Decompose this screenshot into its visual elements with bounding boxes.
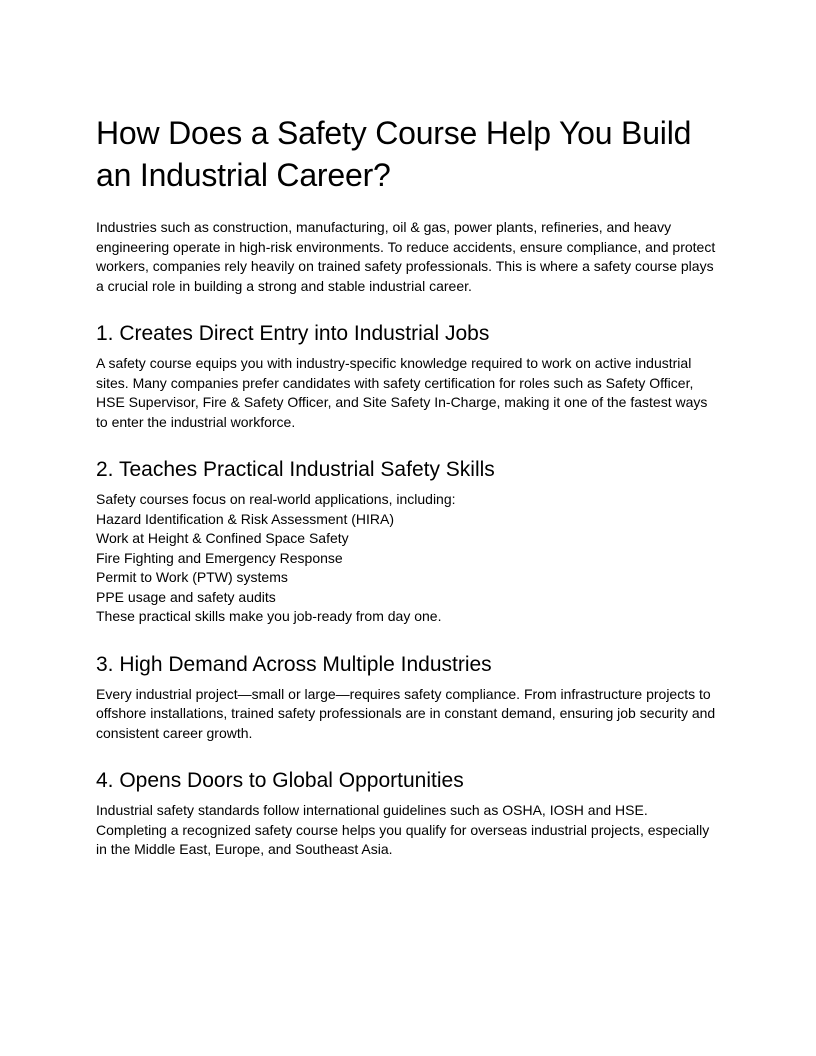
section-2 bbox=[96, 456, 720, 627]
section-2-line: Hazard Identification & Risk Assessment (HIRA) bbox=[96, 510, 394, 527]
section-1-heading: 1. Creates Direct Entry into Industrial Jobs bbox=[96, 322, 490, 345]
section-1-body: A safety course equips you with industry-specific knowledge required to work on active industrial sites. Many companies prefer candidates with safety certification for roles such as Safety Officer, HSE Supervisor, Fire & Safety Officer, and Site Safety In-Charge, making it one of the fastest ways to enter the industrial workforce. bbox=[96, 355, 708, 430]
section-2-line: Permit to Work (PTW) systems bbox=[96, 569, 288, 585]
section-2-line: These practical skills make you job-ready from day one. bbox=[96, 608, 442, 624]
section-2-line: PPE usage and safety audits bbox=[96, 588, 276, 605]
section-3-body: Every industrial project—small or large—requires safety compliance. From infrastructure projects to offshore installations, trained safety professionals are in constant demand, ensuring job security and consistent career growth. bbox=[96, 685, 716, 741]
section-2-line: Work at Height & Confined Space Safety bbox=[96, 530, 349, 546]
section-2-heading: 2. Teaches Practical Industrial Safety Skills bbox=[96, 458, 495, 481]
section-3 bbox=[96, 651, 720, 744]
document-page bbox=[96, 112, 720, 884]
intro-paragraph: Industries such as construction, manufacturing, oil & gas, power plants, refineries, and heavy engineering operate in high-risk environments. To reduce accidents, ensure compliance, and protect workers, companies rely heavily on trained safety professionals. This is where a safety course plays a crucial role in building a strong and stable industrial career. bbox=[96, 219, 716, 294]
section-1 bbox=[96, 320, 720, 432]
section-2-line: Fire Fighting and Emergency Response bbox=[96, 549, 343, 566]
section-4-heading: 4. Opens Doors to Global Opportunities bbox=[96, 769, 464, 792]
section-3-heading: 3. High Demand Across Multiple Industries bbox=[96, 652, 492, 676]
section-4-body: Industrial safety standards follow international guidelines such as OSHA, IOSH and HSE. Completing a recognized safety course helps you qualify for overseas industrial projects, especially in the Middle East, Europe, and Southeast Asia. bbox=[96, 802, 710, 857]
section-2-line: Safety courses focus on real-world applications, including: bbox=[96, 491, 456, 507]
section-4 bbox=[96, 767, 720, 860]
document-title: How Does a Safety Course Help You Build an Industrial Career? bbox=[96, 115, 692, 193]
